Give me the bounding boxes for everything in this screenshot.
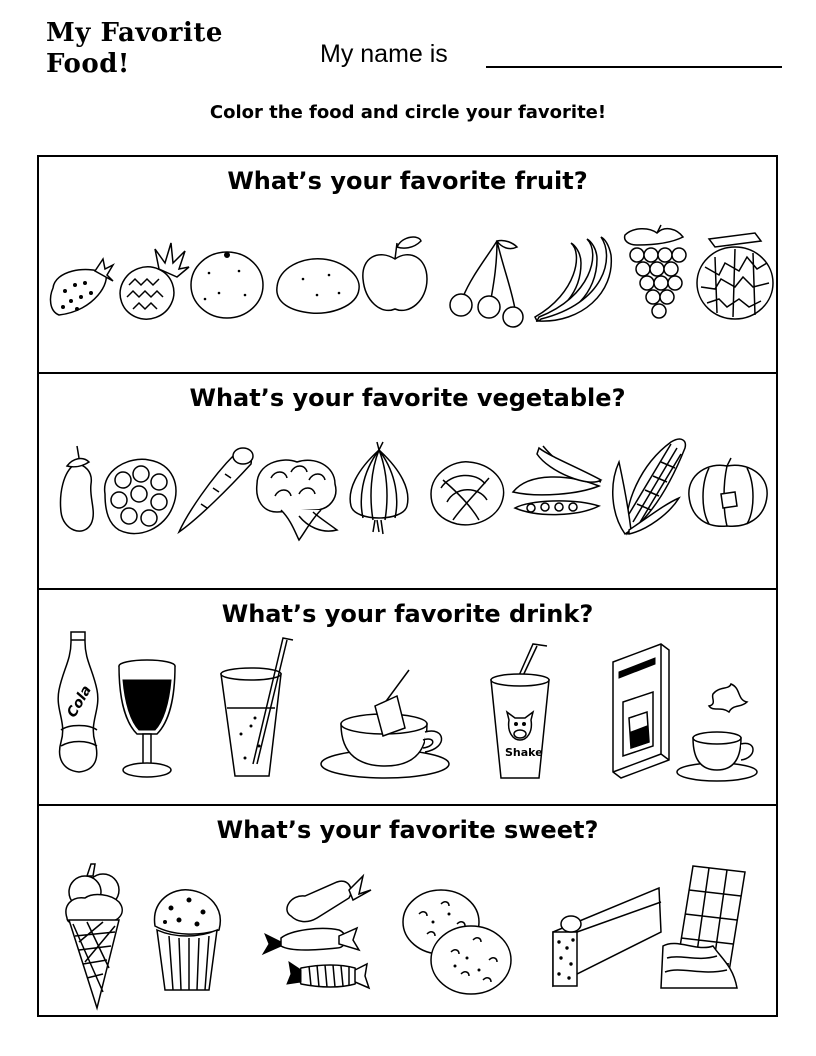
chocolate-bar-icon[interactable] xyxy=(657,862,751,992)
soda-glass-icon[interactable] xyxy=(115,658,179,780)
section-fruit xyxy=(39,157,776,374)
strawberry-icon[interactable] xyxy=(45,253,115,323)
tea-cup-icon[interactable] xyxy=(319,670,451,780)
worksheet-frame xyxy=(37,155,778,1017)
cola-bottle-icon[interactable] xyxy=(49,630,109,776)
sweet-row xyxy=(39,862,776,1012)
drink-row xyxy=(39,630,776,780)
title-line-2: Food! xyxy=(46,49,130,79)
muffin-icon[interactable] xyxy=(149,886,225,994)
section-vegetable xyxy=(39,374,776,590)
candies-icon[interactable] xyxy=(261,870,373,994)
peapod-icon[interactable] xyxy=(509,444,603,532)
cola-label: Cola xyxy=(64,682,95,721)
grapes-icon[interactable] xyxy=(613,223,695,323)
vegetable-row xyxy=(39,440,776,550)
name-label: My name is xyxy=(320,40,448,68)
onion-icon[interactable] xyxy=(343,440,415,536)
section-title-sweet: What’s your favorite sweet? xyxy=(216,816,599,844)
section-title-fruit: What’s your favorite fruit? xyxy=(227,167,588,195)
water-glass-icon[interactable] xyxy=(215,634,299,784)
milkshake-icon[interactable] xyxy=(487,640,559,782)
bananas-icon[interactable] xyxy=(531,233,617,325)
cherries-icon[interactable] xyxy=(447,237,527,327)
apple-icon[interactable] xyxy=(359,231,431,319)
instructions: Color the food and circle your favorite! xyxy=(209,102,607,123)
broccoli-icon[interactable] xyxy=(99,456,181,540)
corn-icon[interactable] xyxy=(607,434,693,544)
page-title xyxy=(46,18,296,80)
ice-cream-cone-icon[interactable] xyxy=(57,862,129,1012)
title-line-1: My Favorite xyxy=(46,18,223,48)
section-drink xyxy=(39,590,776,806)
pumpkin-icon[interactable] xyxy=(685,456,771,530)
cauliflower-icon[interactable] xyxy=(251,454,343,544)
fruit-row xyxy=(39,245,776,335)
coffee-maker-icon[interactable] xyxy=(609,642,759,782)
carrot-icon[interactable] xyxy=(177,442,257,536)
cabbage-icon[interactable] xyxy=(427,458,507,528)
pineapple-icon[interactable] xyxy=(115,241,191,323)
section-title-drink: What’s your favorite drink? xyxy=(221,600,594,628)
section-title-vegetable: What’s your favorite vegetable? xyxy=(189,384,626,412)
cookies-icon[interactable] xyxy=(401,886,513,998)
eggplant-icon[interactable] xyxy=(55,444,99,540)
orange-icon[interactable] xyxy=(189,249,265,321)
cake-slice-icon[interactable] xyxy=(549,882,665,990)
melon-icon[interactable] xyxy=(695,227,775,323)
name-blank-line[interactable] xyxy=(486,66,782,68)
lemon-icon[interactable] xyxy=(273,255,363,317)
shake-label: Shake xyxy=(505,746,543,759)
section-sweet xyxy=(39,806,776,1017)
